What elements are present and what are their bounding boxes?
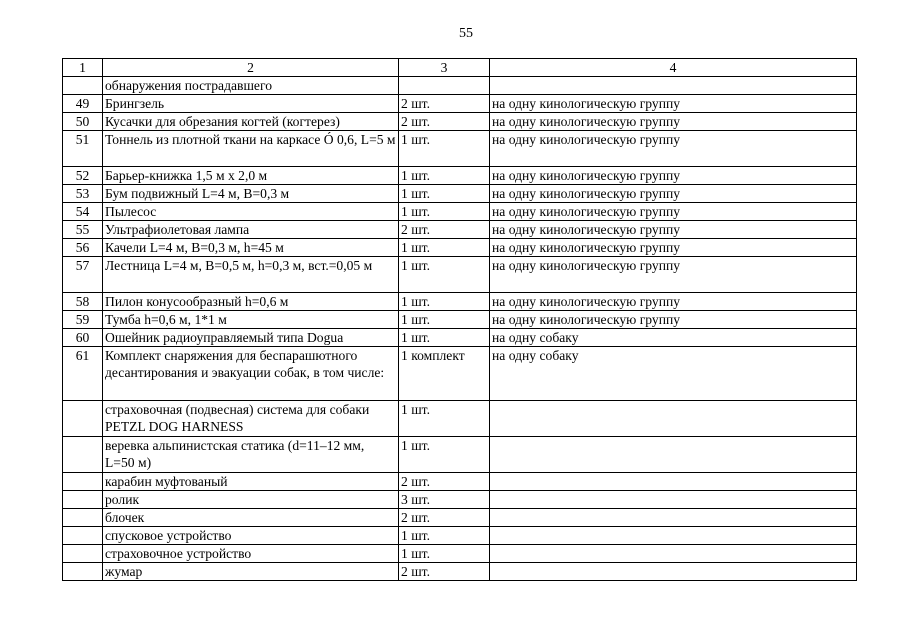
item-note-cell: на одну собаку [490, 347, 857, 401]
sub-item-row [63, 563, 857, 581]
sub-item-qty-cell: 3 шт. [399, 491, 490, 509]
row-number-cell: 59 [63, 311, 103, 329]
sub-item-row [63, 437, 857, 473]
sub-item-qty-cell: 2 шт. [399, 473, 490, 491]
table-row [63, 311, 857, 329]
page-number: 55 [459, 26, 473, 41]
sub-item-name-cell: страховочное устройство [103, 545, 399, 563]
item-note-cell: на одну кинологическую группу [490, 293, 857, 311]
sub-item-name-cell: спусковое устройство [103, 527, 399, 545]
empty-cell [490, 437, 857, 473]
item-qty-cell: 1 шт. [399, 167, 490, 185]
row-number-cell: 58 [63, 293, 103, 311]
header-cell: 2 [103, 59, 399, 77]
sub-item-qty-cell: 2 шт. [399, 509, 490, 527]
item-note-cell: на одну кинологическую группу [490, 203, 857, 221]
sub-item-name-cell: блочек [103, 509, 399, 527]
item-note-cell: на одну кинологическую группу [490, 113, 857, 131]
row-number-cell: 52 [63, 167, 103, 185]
item-name-cell: Ошейник радиоуправляемый типа Dogua [103, 329, 399, 347]
sub-item-row [63, 491, 857, 509]
sub-item-name-cell: жумар [103, 563, 399, 581]
table-row [63, 185, 857, 203]
table-row [63, 113, 857, 131]
item-name-cell: Пылесос [103, 203, 399, 221]
row-number-cell: 54 [63, 203, 103, 221]
empty-cell [490, 491, 857, 509]
item-qty-cell [399, 77, 490, 95]
item-qty-cell: 1 шт. [399, 131, 490, 167]
row-number-cell: 56 [63, 239, 103, 257]
item-qty-cell: 1 шт. [399, 257, 490, 293]
sub-item-name-cell: карабин муфтованый [103, 473, 399, 491]
item-qty-cell: 1 шт. [399, 293, 490, 311]
sub-item-row [63, 545, 857, 563]
header-cell: 3 [399, 59, 490, 77]
row-number-cell: 60 [63, 329, 103, 347]
row-number-cell [63, 77, 103, 95]
empty-cell [63, 401, 103, 437]
table-row [63, 293, 857, 311]
item-name-cell: Тоннель из плотной ткани на каркасе Ó 0,6, L=5 м [103, 131, 399, 167]
item-name-cell: обнаружения пострадавшего [103, 77, 399, 95]
item-qty-cell: 1 шт. [399, 239, 490, 257]
row-number-cell: 50 [63, 113, 103, 131]
table-row [63, 329, 857, 347]
empty-cell [63, 491, 103, 509]
row-number-cell: 57 [63, 257, 103, 293]
item-qty-cell: 1 шт. [399, 311, 490, 329]
table-row [63, 131, 857, 167]
empty-cell [63, 545, 103, 563]
sub-item-qty-cell: 2 шт. [399, 563, 490, 581]
sub-item-name-cell: веревка альпинистская статика (d=11–12 мм, L=50 м) [103, 437, 399, 473]
item-qty-cell: 1 шт. [399, 329, 490, 347]
item-name-cell: Кусачки для обрезания когтей (когтерез) [103, 113, 399, 131]
table-row [63, 347, 857, 401]
item-qty-cell: 1 шт. [399, 203, 490, 221]
table-row [63, 221, 857, 239]
item-name-cell: Качели L=4 м, B=0,3 м, h=45 м [103, 239, 399, 257]
sub-item-row [63, 401, 857, 437]
item-qty-cell: 2 шт. [399, 95, 490, 113]
table-row [63, 203, 857, 221]
item-qty-cell: 1 шт. [399, 185, 490, 203]
item-name-cell: Комплект снаряжения для беспарашютного десантирования и эвакуации собак, в том числе: [103, 347, 399, 401]
item-name-cell: Ультрафиолетовая лампа [103, 221, 399, 239]
empty-cell [490, 527, 857, 545]
item-name-cell: Брингзель [103, 95, 399, 113]
empty-cell [490, 401, 857, 437]
item-qty-cell: 2 шт. [399, 221, 490, 239]
sub-item-qty-cell: 1 шт. [399, 527, 490, 545]
item-name-cell: Лестница L=4 м, B=0,5 м, h=0,3 м, вст.=0,05 м [103, 257, 399, 293]
row-number-cell: 61 [63, 347, 103, 401]
empty-cell [490, 473, 857, 491]
header-cell: 1 [63, 59, 103, 77]
item-note-cell: на одну кинологическую группу [490, 95, 857, 113]
sub-item-qty-cell: 1 шт. [399, 401, 490, 437]
empty-cell [490, 563, 857, 581]
item-name-cell: Пилон конусообразный h=0,6 м [103, 293, 399, 311]
table-row [63, 239, 857, 257]
row-number-cell: 53 [63, 185, 103, 203]
empty-cell [63, 437, 103, 473]
item-note-cell: на одну собаку [490, 329, 857, 347]
item-note-cell [490, 77, 857, 95]
row-number-cell: 55 [63, 221, 103, 239]
item-qty-cell: 1 комплект [399, 347, 490, 401]
sub-item-name-cell: ролик [103, 491, 399, 509]
table-header-row [63, 59, 857, 77]
header-cell: 4 [490, 59, 857, 77]
empty-cell [63, 563, 103, 581]
item-note-cell: на одну кинологическую группу [490, 167, 857, 185]
item-name-cell: Тумба h=0,6 м, 1*1 м [103, 311, 399, 329]
equipment-table [62, 58, 857, 581]
sub-item-qty-cell: 1 шт. [399, 437, 490, 473]
item-note-cell: на одну кинологическую группу [490, 185, 857, 203]
sub-item-row [63, 509, 857, 527]
empty-cell [63, 527, 103, 545]
item-note-cell: на одну кинологическую группу [490, 221, 857, 239]
table-row [63, 77, 857, 95]
empty-cell [490, 509, 857, 527]
item-note-cell: на одну кинологическую группу [490, 239, 857, 257]
item-name-cell: Барьер-книжка 1,5 м х 2,0 м [103, 167, 399, 185]
item-note-cell: на одну кинологическую группу [490, 311, 857, 329]
item-name-cell: Бум подвижный L=4 м, B=0,3 м [103, 185, 399, 203]
table-row [63, 257, 857, 293]
item-qty-cell: 2 шт. [399, 113, 490, 131]
sub-item-row [63, 473, 857, 491]
sub-item-row [63, 527, 857, 545]
row-number-cell: 49 [63, 95, 103, 113]
item-note-cell: на одну кинологическую группу [490, 131, 857, 167]
table-row [63, 95, 857, 113]
empty-cell [63, 473, 103, 491]
empty-cell [490, 545, 857, 563]
table-row [63, 167, 857, 185]
sub-item-name-cell: страховочная (подвесная) система для собаки PETZL DOG HARNESS [103, 401, 399, 437]
sub-item-qty-cell: 1 шт. [399, 545, 490, 563]
row-number-cell: 51 [63, 131, 103, 167]
item-note-cell: на одну кинологическую группу [490, 257, 857, 293]
empty-cell [63, 509, 103, 527]
